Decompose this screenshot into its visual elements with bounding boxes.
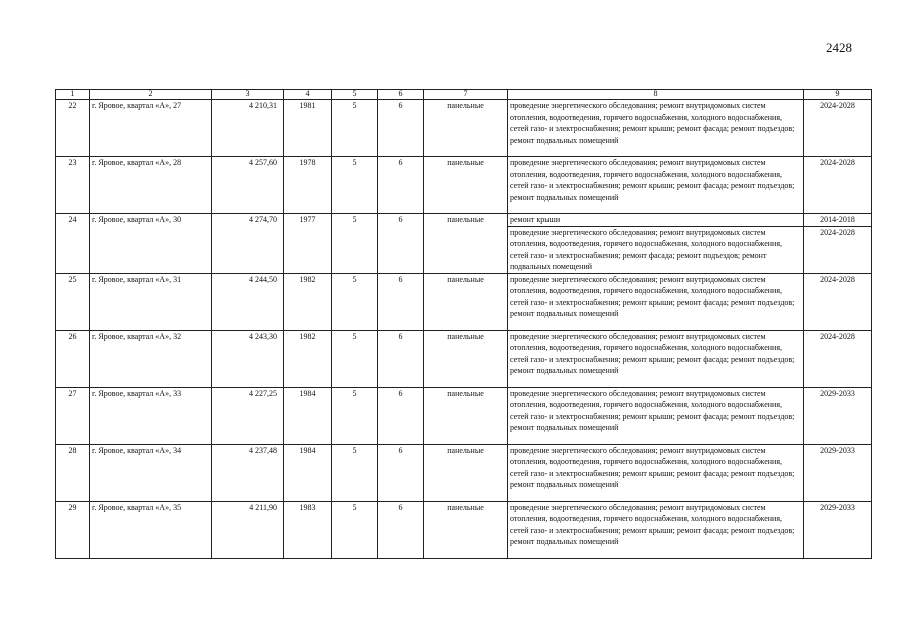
works-cell: проведение энергетического обследования; ремонт внутридомовых систем отопления, водоотведения, горячего водоснабжения, холодного водоснабжения, сетей газо- и электроснабжения; ремонт крыши; ремонт фасада; ремонт подъездов; ремонт подвальных помещений (508, 157, 804, 214)
row-number: 23 (56, 157, 90, 214)
col-header-5: 5 (332, 90, 378, 100)
year-cell: 1984 (284, 444, 332, 501)
row-number: 28 (56, 444, 90, 501)
col-header-3: 3 (212, 90, 284, 100)
entrances-cell: 6 (378, 387, 424, 444)
period-cell: 2029-2033 (804, 501, 872, 558)
entrances-cell: 6 (378, 330, 424, 387)
row-number: 24 (56, 214, 90, 274)
period-cell: 2024-2028 (804, 330, 872, 387)
works-cell: проведение энергетического обследования; ремонт внутридомовых систем отопления, водоотведения, горячего водоснабжения, холодного водоснабжения, сетей газо- и электроснабжения; ремонт крыши; ремонт фасада; ремонт подъездов; ремонт подвальных помещений (508, 501, 804, 558)
entrances-cell: 6 (378, 501, 424, 558)
wall-material-cell: панельные (424, 273, 508, 330)
entrances-cell: 6 (378, 157, 424, 214)
area-cell: 4 237,48 (212, 444, 284, 501)
works-cell: проведение энергетического обследования; ремонт внутридомовых систем отопления, водоотведения, горячего водоснабжения, холодного водоснабжения, сетей газо- и электроснабжения; ремонт крыши; ремонт фасада; ремонт подъездов; ремонт подвальных помещений (508, 100, 804, 157)
address-cell: г. Яровое, квартал «А», 33 (90, 387, 212, 444)
year-cell: 1982 (284, 330, 332, 387)
works-cell: проведение энергетического обследования; ремонт внутридомовых систем отопления, водоотведения, горячего водоснабжения, холодного водоснабжения, сетей газо- и электроснабжения; ремонт крыши; ремонт фасада; ремонт подъездов; ремонт подвальных помещений (508, 444, 804, 501)
period-cell: 2014-2018 (804, 214, 872, 227)
table-row (56, 157, 872, 214)
period-cell: 2029-2033 (804, 444, 872, 501)
year-cell: 1984 (284, 387, 332, 444)
address-cell: г. Яровое, квартал «А», 28 (90, 157, 212, 214)
address-cell: г. Яровое, квартал «А», 27 (90, 100, 212, 157)
year-cell: 1982 (284, 273, 332, 330)
period-cell: 2029-2033 (804, 387, 872, 444)
address-cell: г. Яровое, квартал «А», 30 (90, 214, 212, 274)
floors-cell: 5 (332, 387, 378, 444)
wall-material-cell: панельные (424, 387, 508, 444)
floors-cell: 5 (332, 444, 378, 501)
area-cell: 4 227,25 (212, 387, 284, 444)
area-cell: 4 257,60 (212, 157, 284, 214)
wall-material-cell: панельные (424, 214, 508, 274)
wall-material-cell: панельные (424, 330, 508, 387)
wall-material-cell: панельные (424, 501, 508, 558)
row-number: 22 (56, 100, 90, 157)
col-header-1: 1 (56, 90, 90, 100)
row-number: 25 (56, 273, 90, 330)
header-row (56, 90, 872, 100)
table-row (56, 100, 872, 157)
table-body (56, 100, 872, 559)
table-row (56, 273, 872, 330)
address-cell: г. Яровое, квартал «А», 32 (90, 330, 212, 387)
period-cell: 2024-2028 (804, 273, 872, 330)
address-cell: г. Яровое, квартал «А», 34 (90, 444, 212, 501)
table-row (56, 444, 872, 501)
table-row (56, 501, 872, 558)
col-header-6: 6 (378, 90, 424, 100)
table-row (56, 214, 872, 227)
floors-cell: 5 (332, 330, 378, 387)
row-number: 29 (56, 501, 90, 558)
year-cell: 1978 (284, 157, 332, 214)
table-row (56, 387, 872, 444)
page-number: 2428 (826, 40, 852, 55)
entrances-cell: 6 (378, 273, 424, 330)
entrances-cell: 6 (378, 214, 424, 274)
floors-cell: 5 (332, 214, 378, 274)
works-cell: проведение энергетического обследования; ремонт внутридомовых систем отопления, водоотведения, горячего водоснабжения, холодного водоснабжения, сетей газо- и электроснабжения; ремонт крыши; ремонт фасада; ремонт подъездов; ремонт подвальных помещений (508, 273, 804, 330)
area-cell: 4 210,31 (212, 100, 284, 157)
col-header-7: 7 (424, 90, 508, 100)
wall-material-cell: панельные (424, 100, 508, 157)
col-header-8: 8 (508, 90, 804, 100)
floors-cell: 5 (332, 157, 378, 214)
repair-program-table (55, 89, 872, 559)
col-header-2: 2 (90, 90, 212, 100)
row-number: 27 (56, 387, 90, 444)
address-cell: г. Яровое, квартал «А», 31 (90, 273, 212, 330)
col-header-4: 4 (284, 90, 332, 100)
period-cell: 2024-2028 (804, 100, 872, 157)
floors-cell: 5 (332, 100, 378, 157)
floors-cell: 5 (332, 501, 378, 558)
address-cell: г. Яровое, квартал «А», 35 (90, 501, 212, 558)
row-number: 26 (56, 330, 90, 387)
period-cell: 2024-2028 (804, 157, 872, 214)
works-cell: проведение энергетического обследования; ремонт внутридомовых систем отопления, водоотведения, горячего водоснабжения, холодного водоснабжения, сетей газо- и электроснабжения; ремонт фасада; ремонт подъездов; ремонт подвальных помещений (508, 226, 804, 273)
works-cell: проведение энергетического обследования; ремонт внутридомовых систем отопления, водоотведения, горячего водоснабжения, холодного водоснабжения, сетей газо- и электроснабжения; ремонт крыши; ремонт фасада; ремонт подъездов; ремонт подвальных помещений (508, 387, 804, 444)
col-header-9: 9 (804, 90, 872, 100)
wall-material-cell: панельные (424, 157, 508, 214)
table-row (56, 330, 872, 387)
area-cell: 4 243,30 (212, 330, 284, 387)
entrances-cell: 6 (378, 100, 424, 157)
entrances-cell: 6 (378, 444, 424, 501)
year-cell: 1981 (284, 100, 332, 157)
area-cell: 4 274,70 (212, 214, 284, 274)
area-cell: 4 211,90 (212, 501, 284, 558)
works-cell: ремонт крыши (508, 214, 804, 227)
wall-material-cell: панельные (424, 444, 508, 501)
year-cell: 1977 (284, 214, 332, 274)
year-cell: 1983 (284, 501, 332, 558)
period-cell: 2024-2028 (804, 226, 872, 273)
area-cell: 4 244,50 (212, 273, 284, 330)
floors-cell: 5 (332, 273, 378, 330)
works-cell: проведение энергетического обследования; ремонт внутридомовых систем отопления, водоотведения, горячего водоснабжения, холодного водоснабжения, сетей газо- и электроснабжения; ремонт крыши; ремонт фасада; ремонт подъездов; ремонт подвальных помещений (508, 330, 804, 387)
